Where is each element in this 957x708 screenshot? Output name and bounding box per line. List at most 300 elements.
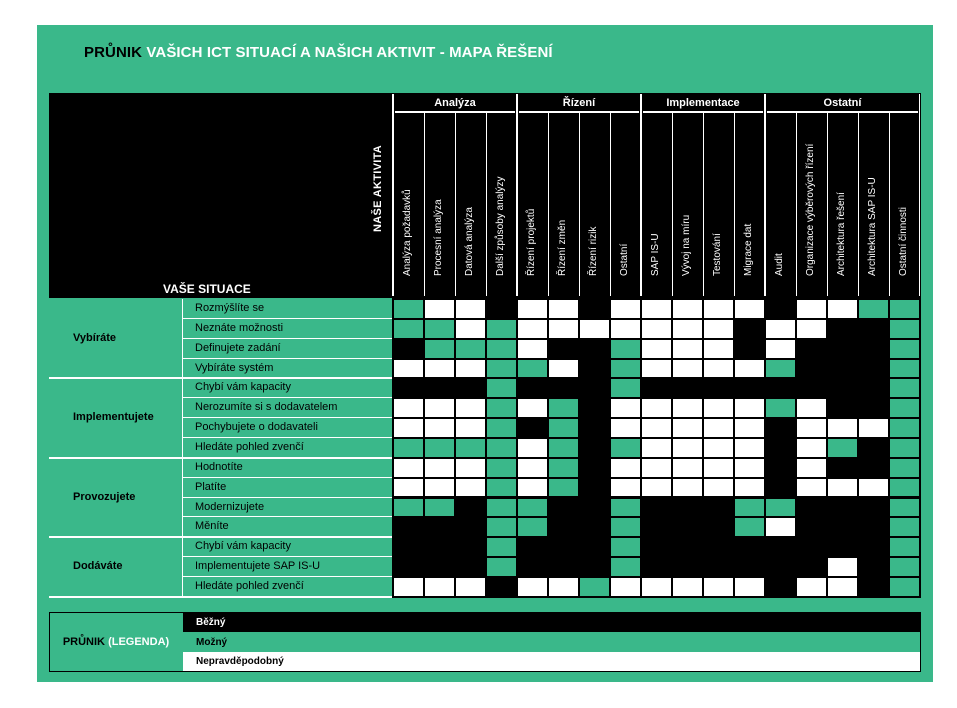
column-label: Ostatní činnosti (898, 207, 909, 276)
matrix-cell (580, 439, 609, 457)
matrix-cell (797, 419, 826, 437)
matrix-cell (735, 379, 764, 397)
matrix-cell (580, 479, 609, 497)
matrix-cell (704, 360, 733, 378)
column-divider (796, 113, 797, 296)
matrix-cell (673, 379, 702, 397)
matrix-cell (518, 399, 547, 417)
matrix-cell (487, 479, 516, 497)
matrix-cell (859, 578, 888, 596)
matrix-cell (890, 499, 919, 517)
matrix-cell (611, 558, 640, 576)
matrix-cell (642, 558, 671, 576)
matrix-cell (611, 439, 640, 457)
matrix-cell (673, 538, 702, 556)
matrix-cell (766, 379, 795, 397)
situation-label: Vybíráte systém (195, 361, 274, 374)
matrix-cell (642, 479, 671, 497)
matrix-cell (704, 518, 733, 536)
matrix-cell (456, 499, 485, 517)
matrix-cell (797, 578, 826, 596)
matrix-cell (797, 558, 826, 576)
column-divider (827, 113, 828, 296)
matrix-cell (766, 439, 795, 457)
matrix-cell (611, 379, 640, 397)
matrix-cell (487, 459, 516, 477)
matrix-cell (735, 320, 764, 338)
matrix-cell (642, 439, 671, 457)
matrix-cell (580, 360, 609, 378)
matrix-cell (394, 459, 423, 477)
header-edge (919, 94, 920, 296)
matrix-cell (549, 320, 578, 338)
matrix-cell (487, 320, 516, 338)
matrix-cell (642, 300, 671, 318)
matrix-cell (487, 419, 516, 437)
matrix-cell (735, 538, 764, 556)
matrix-cell (859, 360, 888, 378)
matrix-cell (735, 558, 764, 576)
matrix-cell (704, 320, 733, 338)
category-column-divider (182, 299, 183, 378)
title-rest: VAŠICH ICT SITUACÍ A NAŠICH AKTIVIT - MAPA ŘEŠENÍ (146, 44, 553, 61)
matrix-cell (828, 300, 857, 318)
matrix-cell (642, 320, 671, 338)
column-label: Řízení rizik (588, 226, 599, 276)
matrix-cell (456, 538, 485, 556)
matrix-cell (673, 439, 702, 457)
matrix-cell (673, 419, 702, 437)
matrix-cell (766, 459, 795, 477)
matrix-cell (518, 558, 547, 576)
matrix-cell (828, 340, 857, 358)
matrix-cell (890, 360, 919, 378)
matrix-cell (425, 439, 454, 457)
matrix-cell (394, 320, 423, 338)
matrix-cell (611, 578, 640, 596)
matrix-cell (611, 479, 640, 497)
matrix-cell (859, 538, 888, 556)
matrix-cell (549, 459, 578, 477)
page-title (84, 44, 553, 61)
matrix-cell (487, 399, 516, 417)
matrix-cell (890, 340, 919, 358)
matrix-cell (549, 439, 578, 457)
matrix-cell (425, 459, 454, 477)
column-label: Vývoj na míru (681, 214, 692, 276)
matrix-cell (456, 399, 485, 417)
matrix-cell (890, 538, 919, 556)
situation-label: Hledáte pohled zvenčí (195, 440, 304, 453)
matrix-cell (704, 479, 733, 497)
matrix-cell (611, 459, 640, 477)
matrix-cell (890, 558, 919, 576)
legend-title (50, 613, 182, 671)
category-label: Implementujete (73, 411, 154, 424)
matrix-cell (797, 340, 826, 358)
matrix-cell (859, 459, 888, 477)
legend-item-unlikely (183, 652, 920, 671)
matrix-cell (735, 399, 764, 417)
matrix-cell (673, 320, 702, 338)
matrix-cell (611, 320, 640, 338)
matrix-cell (766, 538, 795, 556)
matrix-cell (580, 558, 609, 576)
group-divider (767, 111, 918, 113)
matrix-cell (766, 419, 795, 437)
matrix-cell (797, 300, 826, 318)
matrix-cell (394, 379, 423, 397)
matrix-cell (518, 479, 547, 497)
matrix-cell (828, 578, 857, 596)
matrix-cell (456, 419, 485, 437)
matrix-cell (828, 360, 857, 378)
matrix-cell (580, 518, 609, 536)
matrix-cell (394, 518, 423, 536)
situation-label: Neznáte možnosti (195, 321, 284, 334)
matrix-cell (394, 439, 423, 457)
activities-axis-label: NAŠE AKTIVITA (372, 144, 384, 232)
matrix-cell (797, 518, 826, 536)
legend-label: Běžný (196, 617, 226, 628)
matrix-cell (394, 300, 423, 318)
matrix-cell (642, 340, 671, 358)
matrix-cell (425, 479, 454, 497)
matrix-cell (704, 538, 733, 556)
matrix-cell (518, 459, 547, 477)
legend-item-common (183, 613, 920, 632)
matrix-cell (797, 499, 826, 517)
matrix-cell (890, 459, 919, 477)
matrix-cell (704, 578, 733, 596)
matrix-cell (735, 340, 764, 358)
situation-label: Chybí vám kapacity (195, 540, 291, 553)
column-divider (672, 113, 673, 296)
column-label: Řízení změn (557, 219, 568, 276)
legend (49, 612, 921, 672)
matrix-cell (735, 439, 764, 457)
group-header-3: Ostatní (823, 97, 862, 109)
matrix-cell (518, 538, 547, 556)
matrix-cell (797, 459, 826, 477)
matrix-cell (766, 300, 795, 318)
column-divider (424, 113, 425, 296)
category-label: Dodáváte (73, 559, 123, 572)
matrix-cell (797, 439, 826, 457)
matrix-cell (580, 419, 609, 437)
category-label: Vybíráte (73, 331, 117, 344)
legend-title-suffix: (LEGENDA) (108, 636, 170, 648)
matrix-cell (518, 499, 547, 517)
matrix-cell (394, 479, 423, 497)
matrix-cell (518, 320, 547, 338)
matrix-cell (828, 379, 857, 397)
matrix-cell (425, 320, 454, 338)
situation-label: Měníte (195, 520, 229, 533)
matrix-cell (580, 499, 609, 517)
matrix-cell (828, 499, 857, 517)
matrix-cell (704, 419, 733, 437)
matrix-cell (425, 300, 454, 318)
column-divider (455, 113, 456, 296)
matrix-cell (735, 419, 764, 437)
matrix-cell (425, 399, 454, 417)
matrix-cell (642, 538, 671, 556)
matrix-cell (611, 518, 640, 536)
matrix-cell (425, 419, 454, 437)
matrix-cell (611, 300, 640, 318)
matrix-cell (735, 479, 764, 497)
matrix-cell (518, 439, 547, 457)
matrix-cell (828, 419, 857, 437)
column-label: Řízení projektů (526, 208, 537, 276)
column-label: Procesní analýza (433, 199, 444, 276)
matrix-cell (487, 379, 516, 397)
group-boundary (392, 94, 394, 296)
matrix-cell (673, 479, 702, 497)
matrix-cell (487, 558, 516, 576)
matrix-cell (859, 479, 888, 497)
matrix-cell (735, 300, 764, 318)
column-divider (486, 113, 487, 296)
matrix-cell (859, 379, 888, 397)
matrix-cell (611, 499, 640, 517)
matrix-cell (797, 379, 826, 397)
situation-label: Modernizujete (195, 500, 265, 513)
matrix-cell (549, 578, 578, 596)
matrix-cell (487, 340, 516, 358)
matrix-cell (704, 300, 733, 318)
matrix-cell (766, 360, 795, 378)
matrix-cell (704, 439, 733, 457)
situations-axis-label: VAŠE SITUACE (163, 282, 251, 296)
matrix-cell (642, 578, 671, 596)
column-label: Organizace výběrových řízení (805, 143, 816, 276)
matrix-cell (704, 459, 733, 477)
matrix-cell (642, 518, 671, 536)
group-boundary (516, 94, 518, 296)
matrix-cell (890, 419, 919, 437)
matrix-cell (611, 419, 640, 437)
matrix-cell (487, 300, 516, 318)
matrix-cell (642, 419, 671, 437)
legend-item-possible (183, 633, 920, 652)
matrix-cell (828, 459, 857, 477)
legend-label: Nepravděpodobný (196, 656, 284, 667)
matrix-cell (890, 379, 919, 397)
matrix-cell (549, 538, 578, 556)
matrix-cell (611, 399, 640, 417)
matrix-cell (859, 518, 888, 536)
column-label: SAP IS-U (650, 233, 661, 276)
matrix-cell (549, 558, 578, 576)
matrix-cell (425, 578, 454, 596)
matrix-cell (735, 578, 764, 596)
matrix-cell (766, 558, 795, 576)
situation-label: Pochybujete o dodavateli (195, 421, 318, 434)
matrix-cell (456, 518, 485, 536)
matrix-cell (549, 518, 578, 536)
matrix-cell (735, 360, 764, 378)
matrix-cell (611, 340, 640, 358)
column-divider (548, 113, 549, 296)
matrix-cell (518, 379, 547, 397)
matrix-cell (456, 379, 485, 397)
matrix-cell (487, 360, 516, 378)
column-divider (703, 113, 704, 296)
matrix-cell (890, 320, 919, 338)
matrix-cell (394, 538, 423, 556)
matrix-cell (580, 300, 609, 318)
matrix-cell (518, 360, 547, 378)
matrix-cell (890, 300, 919, 318)
matrix-cell (487, 538, 516, 556)
matrix-cell (797, 399, 826, 417)
matrix-cell (456, 479, 485, 497)
column-divider (734, 113, 735, 296)
matrix-cell (642, 499, 671, 517)
situation-label: Rozmýšlíte se (195, 302, 265, 314)
matrix-cell (549, 300, 578, 318)
matrix-cell (518, 300, 547, 318)
group-header-2: Implementace (666, 97, 740, 109)
matrix-cell (704, 558, 733, 576)
matrix-cell (425, 518, 454, 536)
matrix-cell (673, 399, 702, 417)
column-divider (579, 113, 580, 296)
situation-label: Nerozumíte si s dodavatelem (195, 401, 338, 414)
matrix-cell (580, 399, 609, 417)
situation-label: Platíte (195, 480, 227, 493)
matrix-cell (487, 439, 516, 457)
matrix-cell (456, 300, 485, 318)
matrix-cell (549, 479, 578, 497)
matrix-cell (549, 360, 578, 378)
matrix-cell (735, 459, 764, 477)
matrix-cell (828, 558, 857, 576)
column-divider (858, 113, 859, 296)
matrix-cell (549, 499, 578, 517)
matrix-cell (828, 538, 857, 556)
group-header-0: Analýza (434, 97, 476, 109)
matrix-cell (890, 439, 919, 457)
matrix-cell (673, 518, 702, 536)
matrix-cell (425, 499, 454, 517)
matrix-cell (394, 360, 423, 378)
situation-label: Hodnotíte (195, 460, 243, 473)
matrix-cell (673, 300, 702, 318)
matrix-cell (487, 578, 516, 596)
matrix-cell (704, 379, 733, 397)
category-column-divider (182, 537, 183, 597)
matrix-cell (890, 518, 919, 536)
situation-label: Chybí vám kapacity (195, 381, 291, 394)
matrix-cell (456, 578, 485, 596)
matrix-cell (766, 320, 795, 338)
matrix-cell (580, 340, 609, 358)
matrix-cell (456, 558, 485, 576)
matrix-cell (704, 340, 733, 358)
matrix-cell (859, 399, 888, 417)
matrix-cell (735, 518, 764, 536)
matrix-cell (518, 419, 547, 437)
matrix-cell (673, 558, 702, 576)
matrix-cell (642, 360, 671, 378)
matrix-cell (766, 499, 795, 517)
matrix-cell (425, 538, 454, 556)
matrix-cell (394, 399, 423, 417)
matrix-cell (797, 320, 826, 338)
matrix-cell (797, 360, 826, 378)
column-label: Migrace dat (743, 223, 754, 276)
group-boundary (640, 94, 642, 296)
category-column-divider (182, 458, 183, 537)
matrix-cell (456, 360, 485, 378)
matrix-cell (456, 459, 485, 477)
matrix-cell (425, 558, 454, 576)
matrix-cell (797, 538, 826, 556)
column-label: Architektura řešení (836, 192, 847, 276)
matrix-cell (859, 419, 888, 437)
matrix-cell (828, 320, 857, 338)
category-label: Provozujete (73, 490, 136, 503)
column-label: Analýza požadavků (402, 189, 413, 276)
column-divider (889, 113, 890, 296)
matrix-cell (859, 558, 888, 576)
matrix-cell (642, 459, 671, 477)
matrix-cell (828, 399, 857, 417)
matrix-cell (518, 340, 547, 358)
matrix-cell (704, 399, 733, 417)
matrix-cell (859, 499, 888, 517)
matrix-cell (549, 399, 578, 417)
situation-label: Hledáte pohled zvenčí (195, 579, 304, 592)
matrix-cell (580, 538, 609, 556)
matrix-cell (425, 360, 454, 378)
matrix-cell (828, 439, 857, 457)
matrix-cell (828, 479, 857, 497)
column-label: Ostatní (619, 243, 630, 276)
matrix-cell (394, 419, 423, 437)
matrix-cell (828, 518, 857, 536)
matrix-cell (487, 499, 516, 517)
matrix-cell (766, 399, 795, 417)
title-highlight: PRŮNIK (84, 44, 143, 61)
matrix-cell (673, 459, 702, 477)
matrix-cell (549, 379, 578, 397)
matrix-cell (456, 340, 485, 358)
matrix-cell (394, 340, 423, 358)
matrix-cell (890, 479, 919, 497)
situation-label: Definujete zadání (195, 341, 281, 354)
category-column-divider (182, 378, 183, 457)
column-label: Testování (712, 233, 723, 276)
column-label: Další způsoby analýzy (495, 176, 506, 276)
matrix-cell (642, 379, 671, 397)
matrix-cell (766, 578, 795, 596)
matrix-cell (425, 340, 454, 358)
legend-label: Možný (196, 636, 228, 648)
matrix-cell (859, 320, 888, 338)
matrix-cell (642, 399, 671, 417)
matrix-cell (859, 439, 888, 457)
matrix-cell (766, 340, 795, 358)
matrix-cell (859, 300, 888, 318)
matrix-cell (425, 379, 454, 397)
matrix-cell (549, 340, 578, 358)
matrix-cell (673, 360, 702, 378)
situation-label: Implementujete SAP IS-U (195, 560, 321, 573)
